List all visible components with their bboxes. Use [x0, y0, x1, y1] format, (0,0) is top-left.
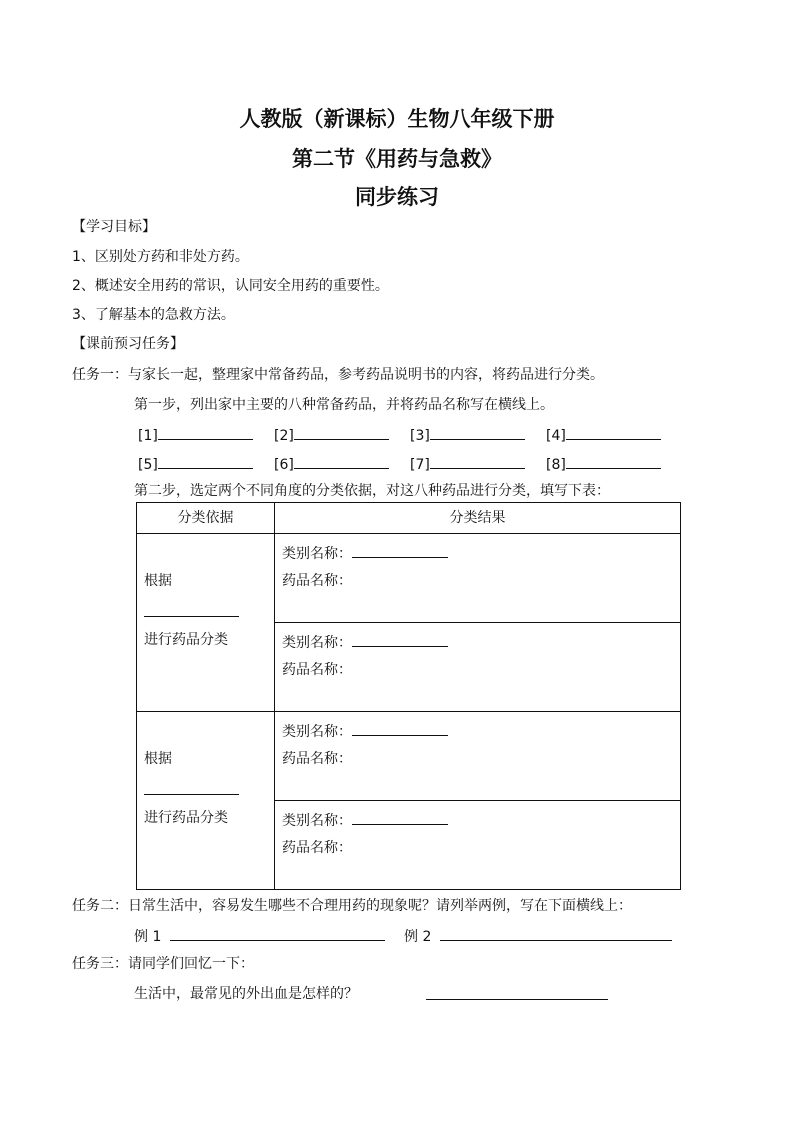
task2-text: 任务二：日常生活中，容易发生哪些不合理用药的现象呢？请列举两例，写在下面横线上： [72, 898, 632, 914]
blank-number: [6] [274, 457, 294, 473]
category-name-field[interactable] [282, 632, 448, 652]
task1-step1: 第一步，列出家中主要的八种常备药品，并将药品名称写在横线上。 [134, 397, 554, 413]
task1-text: 任务一：与家长一起，整理家中常备药品，参考药品说明书的内容，将药品进行分类。 [72, 367, 604, 383]
drug-name-label: 药品名称： [282, 573, 352, 589]
drug-name-label: 药品名称： [282, 840, 352, 856]
category-label: 类别名称： [282, 635, 352, 651]
answer-line[interactable] [430, 454, 525, 469]
answer-line[interactable] [158, 425, 253, 440]
category-answer-line[interactable] [352, 721, 448, 736]
drug-blank-4[interactable] [546, 425, 661, 445]
objective-item-3: 3、了解基本的急救方法。 [72, 307, 235, 323]
example-2-label: 例 2 [404, 929, 432, 945]
blank-number: [5] [138, 457, 158, 473]
drug-blank-5[interactable] [138, 454, 253, 474]
drug-blank-7[interactable] [410, 454, 525, 474]
basis-suffix: 进行药品分类 [144, 632, 228, 648]
objective-item-2: 2、概述安全用药的常识，认同安全用药的重要性。 [72, 278, 389, 294]
answer-line[interactable] [430, 425, 525, 440]
blank-number: [4] [546, 428, 566, 444]
basis-suffix: 进行药品分类 [144, 810, 228, 826]
question-external-bleeding: 生活中，最常见的外出血是怎样的？ [134, 986, 358, 1002]
basis-answer-line[interactable] [144, 602, 239, 617]
blank-number: [8] [546, 457, 566, 473]
answer-line[interactable] [566, 425, 661, 440]
result-cell-2a [275, 712, 681, 801]
category-name-field[interactable] [282, 543, 448, 563]
example-1-field[interactable] [134, 926, 385, 946]
answer-line[interactable] [294, 454, 389, 469]
doc-title-line1: 人教版（新课标）生物八年级下册 [239, 106, 555, 131]
task1-step2: 第二步，选定两个不同角度的分类依据，对这八种药品进行分类，填写下表： [134, 483, 610, 499]
category-label: 类别名称： [282, 813, 352, 829]
question-answer-line[interactable] [426, 985, 608, 1000]
example-1-answer-line[interactable] [170, 926, 385, 941]
result-cell-1b [275, 623, 681, 712]
drug-blank-3[interactable] [410, 425, 525, 445]
blank-number: [7] [410, 457, 430, 473]
blank-number: [1] [138, 428, 158, 444]
category-name-field[interactable] [282, 721, 448, 741]
question-answer-field[interactable] [426, 985, 608, 1005]
category-answer-line[interactable] [352, 543, 448, 558]
basis-cell-2 [137, 712, 275, 890]
preview-heading: 【课前预习任务】 [72, 336, 184, 352]
basis-answer-line[interactable] [144, 780, 239, 795]
result-cell-1a [275, 534, 681, 623]
drug-name-label: 药品名称： [282, 751, 352, 767]
doc-title-line3: 同步练习 [355, 184, 439, 209]
answer-line[interactable] [294, 425, 389, 440]
table-header-result: 分类结果 [275, 503, 681, 534]
category-name-field[interactable] [282, 810, 448, 830]
objective-item-1: 1、区别处方药和非处方药。 [72, 249, 249, 265]
task3-text: 任务三：请同学们回忆一下： [72, 956, 254, 972]
answer-line[interactable] [158, 454, 253, 469]
result-cell-2b [275, 801, 681, 890]
drug-blank-2[interactable] [274, 425, 389, 445]
basis-prefix: 根据 [144, 573, 172, 589]
blank-number: [2] [274, 428, 294, 444]
answer-line[interactable] [566, 454, 661, 469]
example-2-answer-line[interactable] [440, 926, 672, 941]
category-label: 类别名称： [282, 724, 352, 740]
drug-name-label: 药品名称： [282, 662, 352, 678]
basis-prefix: 根据 [144, 751, 172, 767]
basis-cell-1 [137, 534, 275, 712]
objectives-heading: 【学习目标】 [72, 219, 156, 235]
blank-number: [3] [410, 428, 430, 444]
doc-title-line2: 第二节《用药与急救》 [292, 146, 502, 171]
table-header-basis: 分类依据 [137, 503, 275, 534]
drug-blank-8[interactable] [546, 454, 661, 474]
example-2-field[interactable] [404, 926, 672, 946]
drug-blank-6[interactable] [274, 454, 389, 474]
category-answer-line[interactable] [352, 810, 448, 825]
drug-blank-1[interactable] [138, 425, 253, 445]
category-label: 类别名称： [282, 546, 352, 562]
category-answer-line[interactable] [352, 632, 448, 647]
example-1-label: 例 1 [134, 929, 162, 945]
classification-table [136, 502, 681, 890]
